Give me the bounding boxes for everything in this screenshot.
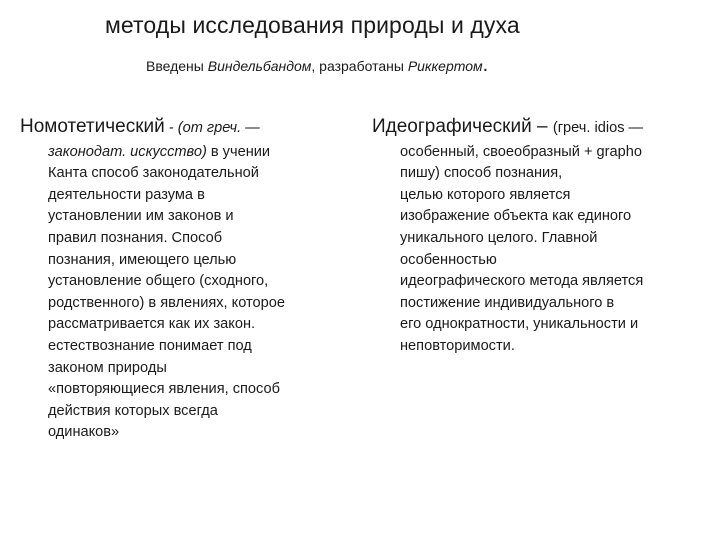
nomothetic-term: Номотетический bbox=[20, 116, 165, 137]
nomothetic-line: родственного) в явлениях, которое bbox=[48, 294, 285, 311]
ideographic-line: пишу) способ познания, bbox=[400, 165, 563, 182]
ideographic-line: особенностью bbox=[400, 251, 497, 268]
ideographic-line: его однократности, уникальности и bbox=[400, 316, 639, 333]
ideographic-line: изображение объекта как единого bbox=[400, 208, 632, 225]
nomothetic-line: познания, имеющего целью bbox=[48, 251, 237, 268]
nomothetic-line: деятельности разума в bbox=[48, 186, 205, 203]
nomothetic-line: рассматривается как их закон. bbox=[48, 316, 256, 333]
ideographic-line: особенный, своеобразный + grapho bbox=[400, 143, 643, 160]
nomothetic-line: установлении им законов и bbox=[48, 208, 234, 225]
ideographic-line: уникального целого. Главной bbox=[400, 229, 598, 246]
nomothetic-term-note: - (от греч. — bbox=[164, 120, 260, 136]
nomothetic-heading bbox=[20, 116, 360, 140]
nomothetic-line-text: в учении bbox=[206, 143, 271, 160]
ideographic-heading bbox=[372, 116, 714, 140]
ideographic-line: постижение индивидуального в bbox=[400, 294, 615, 311]
nomothetic-line: Канта способ законодательной bbox=[48, 165, 259, 182]
subtitle-name-rickert: Риккертом bbox=[407, 58, 483, 74]
subtitle-prefix: Введены bbox=[146, 58, 208, 74]
ideographic-line: целью которого является bbox=[400, 186, 571, 203]
ideographic-term-note: (греч. idios — bbox=[552, 120, 644, 136]
nomothetic-line: правил познания. Способ bbox=[48, 229, 223, 246]
nomothetic-line: законом природы bbox=[48, 359, 167, 376]
ideographic-column bbox=[372, 116, 714, 358]
nomothetic-line-italic: законодат. искусство) bbox=[48, 143, 207, 160]
slide-title: методы исследования природы и духа bbox=[105, 12, 520, 38]
ideographic-line: неповторимости. bbox=[400, 337, 515, 354]
ideographic-term: Идеографический – bbox=[372, 116, 553, 137]
subtitle-middle: , разработаны bbox=[311, 58, 408, 74]
nomothetic-line: «повторяющиеся явления, способ bbox=[48, 381, 280, 398]
subtitle-name-windelband: Виндельбандом bbox=[207, 58, 312, 74]
ideographic-line: идеографического метода является bbox=[400, 273, 644, 290]
nomothetic-line: естествознание понимает под bbox=[48, 337, 252, 354]
nomothetic-line: установление общего (сходного, bbox=[48, 273, 269, 290]
slide-subtitle bbox=[146, 54, 488, 77]
nomothetic-line: действия которых всегда bbox=[48, 402, 218, 419]
subtitle-suffix: . bbox=[482, 54, 489, 76]
nomothetic-column bbox=[20, 116, 360, 444]
nomothetic-line bbox=[20, 142, 360, 164]
nomothetic-line: одинаков» bbox=[48, 424, 120, 441]
